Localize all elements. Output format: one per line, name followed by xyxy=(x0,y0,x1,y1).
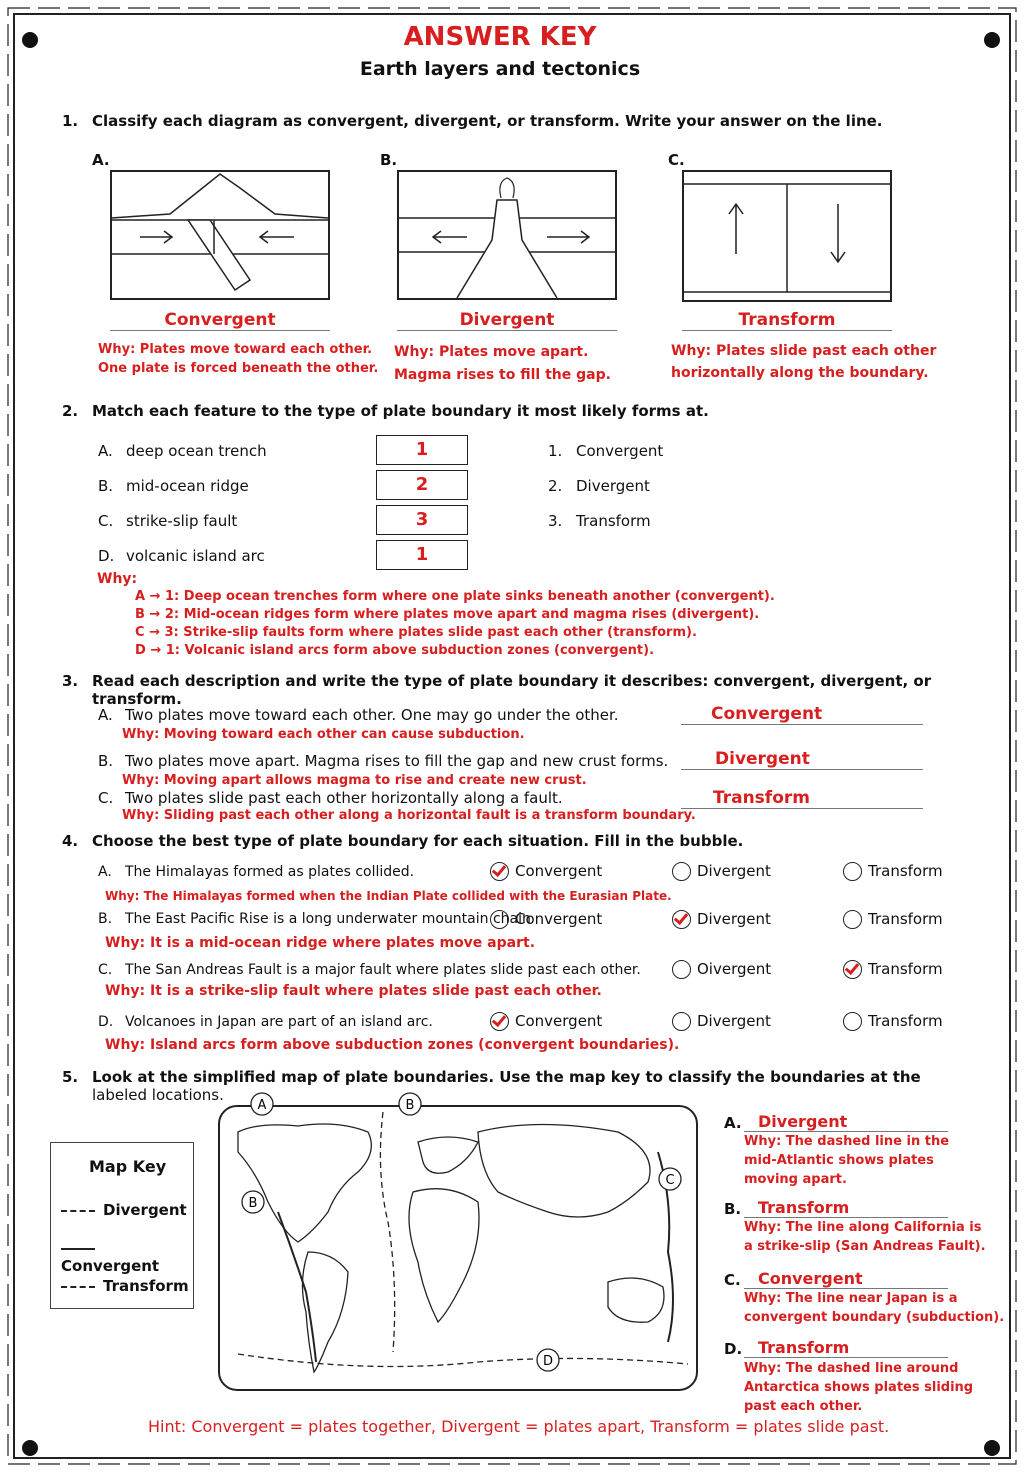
q5-d-why-2: Antarctica shows plates sliding xyxy=(744,1380,974,1395)
transform-diagram xyxy=(682,170,892,302)
q2-why-label: Why: xyxy=(97,571,138,587)
bubble-icon xyxy=(843,862,862,881)
map-key-label: Convergent xyxy=(61,1257,160,1275)
map-key-transform xyxy=(61,1277,189,1295)
map-label-b: B xyxy=(248,1196,258,1211)
q2-c-text: strike-slip fault xyxy=(126,512,238,530)
q2-type-3-text: Transform xyxy=(576,512,651,530)
q2-d-answer-box[interactable]: 1 xyxy=(376,540,468,570)
q3-a-why: Why: Moving toward each other can cause subduction. xyxy=(122,727,525,742)
q4-b-option-convergent[interactable] xyxy=(490,910,602,929)
q4-prompt: Choose the best type of plate boundary for each situation. Fill in the bubble. xyxy=(92,832,744,850)
q1-a-letter: A. xyxy=(92,151,110,169)
q5-prompt-2: labeled locations. xyxy=(92,1086,224,1104)
q1-a-why-2: One plate is forced beneath the other. xyxy=(98,361,379,376)
q1-b-answer: Divergent xyxy=(397,310,617,331)
map-key-divergent xyxy=(61,1201,187,1219)
q2-why-line-4: D → 1: Volcanic island arcs form above subduction zones (convergent). xyxy=(135,643,655,658)
map-label-d: D xyxy=(542,1354,554,1369)
q4-d-why: Why: Island arcs form above subduction zones (convergent boundaries). xyxy=(105,1037,680,1053)
q2-why-line-3: C → 3: Strike-slip faults form where plates slide past each other (transform). xyxy=(135,625,697,640)
option-label: Divergent xyxy=(697,1012,771,1030)
option-label: Divergent xyxy=(697,862,771,880)
map-key-label: Transform xyxy=(103,1277,189,1295)
dashed-line-icon xyxy=(61,1210,95,1212)
bubble-checked-icon xyxy=(490,862,509,881)
q1-c-letter: C. xyxy=(668,151,685,169)
q5-a-letter: A. xyxy=(724,1114,742,1132)
q1-c-why-2: horizontally along the boundary. xyxy=(671,365,929,381)
q4-b-why: Why: It is a mid-ocean ridge where plates move apart. xyxy=(105,935,536,951)
q4-b-letter: B. xyxy=(98,911,113,927)
q5-number: 5. xyxy=(62,1068,79,1086)
bubble-icon xyxy=(843,1012,862,1031)
page-title: ANSWER KEY xyxy=(403,22,597,52)
q4-c-option-divergent[interactable] xyxy=(672,960,771,979)
q3-a-answer[interactable]: Convergent xyxy=(681,704,923,725)
bubble-icon xyxy=(672,960,691,979)
q5-d-why-3: past each other. xyxy=(744,1399,863,1414)
q5-d-letter: D. xyxy=(724,1340,743,1358)
q5-d-answer[interactable]: Transform xyxy=(744,1338,948,1358)
page-subtitle: Earth layers and tectonics xyxy=(359,58,641,80)
q2-type-2-text: Divergent xyxy=(576,477,650,495)
q4-b-option-transform[interactable] xyxy=(843,910,943,929)
map-label-a: A xyxy=(257,1098,267,1113)
map-key-title: Map Key xyxy=(89,1157,167,1176)
q1-c-answer: Transform xyxy=(682,310,892,331)
q3-number: 3. xyxy=(62,672,79,690)
q3-b-letter: B. xyxy=(98,752,114,770)
option-label: Divergent xyxy=(697,910,771,928)
q5-a-why-1: Why: The dashed line in the xyxy=(744,1134,950,1149)
map-key-label: Divergent xyxy=(103,1201,187,1219)
q4-d-option-convergent[interactable] xyxy=(490,1012,602,1031)
q2-a-letter: A. xyxy=(98,442,113,460)
q4-c-text: The San Andreas Fault is a major fault where plates slide past each other. xyxy=(125,962,641,978)
q4-c-why: Why: It is a strike-slip fault where plates slide past each other. xyxy=(105,983,602,999)
q3-prompt: Read each description and write the type of plate boundary it describes: convergent, divergent, or transform. xyxy=(92,672,932,708)
solid-line-icon xyxy=(61,1248,95,1250)
q1-a-answer: Convergent xyxy=(110,310,330,331)
q1-c-why-1: Why: Plates slide past each other xyxy=(671,343,937,359)
q3-c-text: Two plates slide past each other horizontally along a fault. xyxy=(125,789,563,807)
plate-boundary-map xyxy=(218,1092,698,1392)
q3-a-letter: A. xyxy=(98,706,113,724)
bubble-icon xyxy=(672,862,691,881)
q5-b-why-1: Why: The line along California is xyxy=(744,1220,982,1235)
bubble-icon xyxy=(843,910,862,929)
bubble-checked-icon xyxy=(843,960,862,979)
q5-prompt-1: Look at the simplified map of plate boundaries. Use the map key to classify the boundaries at the xyxy=(92,1068,921,1086)
q2-type-2-num: 2. xyxy=(548,477,563,495)
q2-b-text: mid-ocean ridge xyxy=(126,477,249,495)
q3-c-letter: C. xyxy=(98,789,114,807)
bubble-icon xyxy=(672,1012,691,1031)
q5-a-why-3: moving apart. xyxy=(744,1172,847,1187)
q5-c-why-1: Why: The line near Japan is a xyxy=(744,1291,958,1306)
q3-b-why: Why: Moving apart allows magma to rise and create new crust. xyxy=(122,773,587,788)
q4-a-option-transform[interactable] xyxy=(843,862,943,881)
q1-number: 1. xyxy=(62,112,79,130)
q2-c-letter: C. xyxy=(98,512,114,530)
q5-b-answer[interactable]: Transform xyxy=(744,1198,948,1218)
q4-d-letter: D. xyxy=(98,1014,114,1030)
option-label: Transform xyxy=(868,910,943,928)
q4-b-option-divergent[interactable] xyxy=(672,910,771,929)
q5-c-answer[interactable]: Convergent xyxy=(744,1269,948,1289)
q2-prompt: Match each feature to the type of plate boundary it most likely forms at. xyxy=(92,402,709,420)
bubble-checked-icon xyxy=(490,1012,509,1031)
q4-a-text: The Himalayas formed as plates collided. xyxy=(125,864,415,880)
option-label: Transform xyxy=(868,1012,943,1030)
q2-c-answer-box[interactable]: 3 xyxy=(376,505,468,535)
q4-a-letter: A. xyxy=(98,864,112,880)
q4-c-letter: C. xyxy=(98,962,113,978)
divergent-diagram xyxy=(397,170,617,300)
q2-b-answer-box[interactable]: 2 xyxy=(376,470,468,500)
option-label: Oivergent xyxy=(697,960,772,978)
q4-number: 4. xyxy=(62,832,79,850)
q5-b-letter: B. xyxy=(724,1200,742,1218)
q5-d-why-1: Why: The dashed line around xyxy=(744,1361,959,1376)
q5-b-why-2: a strike-slip (San Andreas Fault). xyxy=(744,1239,986,1254)
q4-b-text: The East Pacific Rise is a long underwater mountain chain xyxy=(125,911,531,927)
bubble-icon xyxy=(490,910,509,929)
q3-c-why: Why: Sliding past each other along a horizontal fault is a transform boundary. xyxy=(122,808,696,823)
q5-a-answer[interactable]: Divergent xyxy=(744,1112,948,1132)
q2-type-1-text: Convergent xyxy=(576,442,664,460)
map-label-b-top: B xyxy=(405,1098,415,1113)
q2-d-text: volcanic island arc xyxy=(126,547,265,565)
q3-c-answer[interactable]: Transform xyxy=(681,788,923,809)
option-label: Transform xyxy=(868,960,943,978)
q1-b-letter: B. xyxy=(380,151,398,169)
q2-d-letter: D. xyxy=(98,547,115,565)
q4-a-why: Why: The Himalayas formed when the Indian Plate collided with the Eurasian Plate. xyxy=(105,889,672,903)
q2-why-line-1: A → 1: Deep ocean trenches form where one plate sinks beneath another (convergent). xyxy=(135,589,775,604)
q2-type-3-num: 3. xyxy=(548,512,563,530)
option-label: Transform xyxy=(868,862,943,880)
q4-a-option-divergent[interactable] xyxy=(672,862,771,881)
q2-number: 2. xyxy=(62,402,79,420)
q2-type-1-num: 1. xyxy=(548,442,563,460)
q5-c-why-2: convergent boundary (subduction). xyxy=(744,1310,1005,1325)
q4-a-option-convergent[interactable] xyxy=(490,862,602,881)
q5-c-letter: C. xyxy=(724,1271,741,1289)
q1-b-why-2: Magma rises to fill the gap. xyxy=(394,367,611,383)
q3-b-answer[interactable]: Divergent xyxy=(681,749,923,770)
option-label: Convergent xyxy=(515,862,603,880)
q2-a-answer-box[interactable]: 1 xyxy=(376,435,468,465)
q1-b-why-1: Why: Plates move apart. xyxy=(394,344,589,360)
q2-why-line-2: B → 2: Mid-ocean ridges form where plates move apart and magma rises (divergent). xyxy=(135,607,760,622)
q5-a-why-2: mid-Atlantic shows plates xyxy=(744,1153,934,1168)
q2-a-text: deep ocean trench xyxy=(126,442,267,460)
map-label-c: C xyxy=(665,1173,675,1188)
map-key xyxy=(50,1142,194,1309)
q4-d-option-divergent[interactable] xyxy=(672,1012,771,1031)
q2-b-letter: B. xyxy=(98,477,114,495)
q3-a-text: Two plates move toward each other. One may go under the other. xyxy=(125,706,619,724)
q1-prompt: Classify each diagram as convergent, divergent, or transform. Write your answer on the line. xyxy=(92,112,883,130)
option-label: Convergent xyxy=(515,1012,603,1030)
option-label: Convergent xyxy=(515,910,603,928)
q4-c-option-transform[interactable] xyxy=(843,960,943,979)
convergent-diagram xyxy=(110,170,330,300)
q4-d-option-transform[interactable] xyxy=(843,1012,943,1031)
hint-text: Hint: Convergent = plates together, Divergent = plates apart, Transform = plates slide past. xyxy=(148,1417,890,1436)
q4-d-text: Volcanoes in Japan are part of an island arc. xyxy=(125,1014,433,1030)
q3-b-text: Two plates move apart. Magma rises to fill the gap and new crust forms. xyxy=(125,752,669,770)
bubble-checked-icon xyxy=(672,910,691,929)
map-key-convergent xyxy=(61,1239,193,1275)
dashed-line-icon xyxy=(61,1286,95,1288)
q1-a-why-1: Why: Plates move toward each other. xyxy=(98,342,373,357)
